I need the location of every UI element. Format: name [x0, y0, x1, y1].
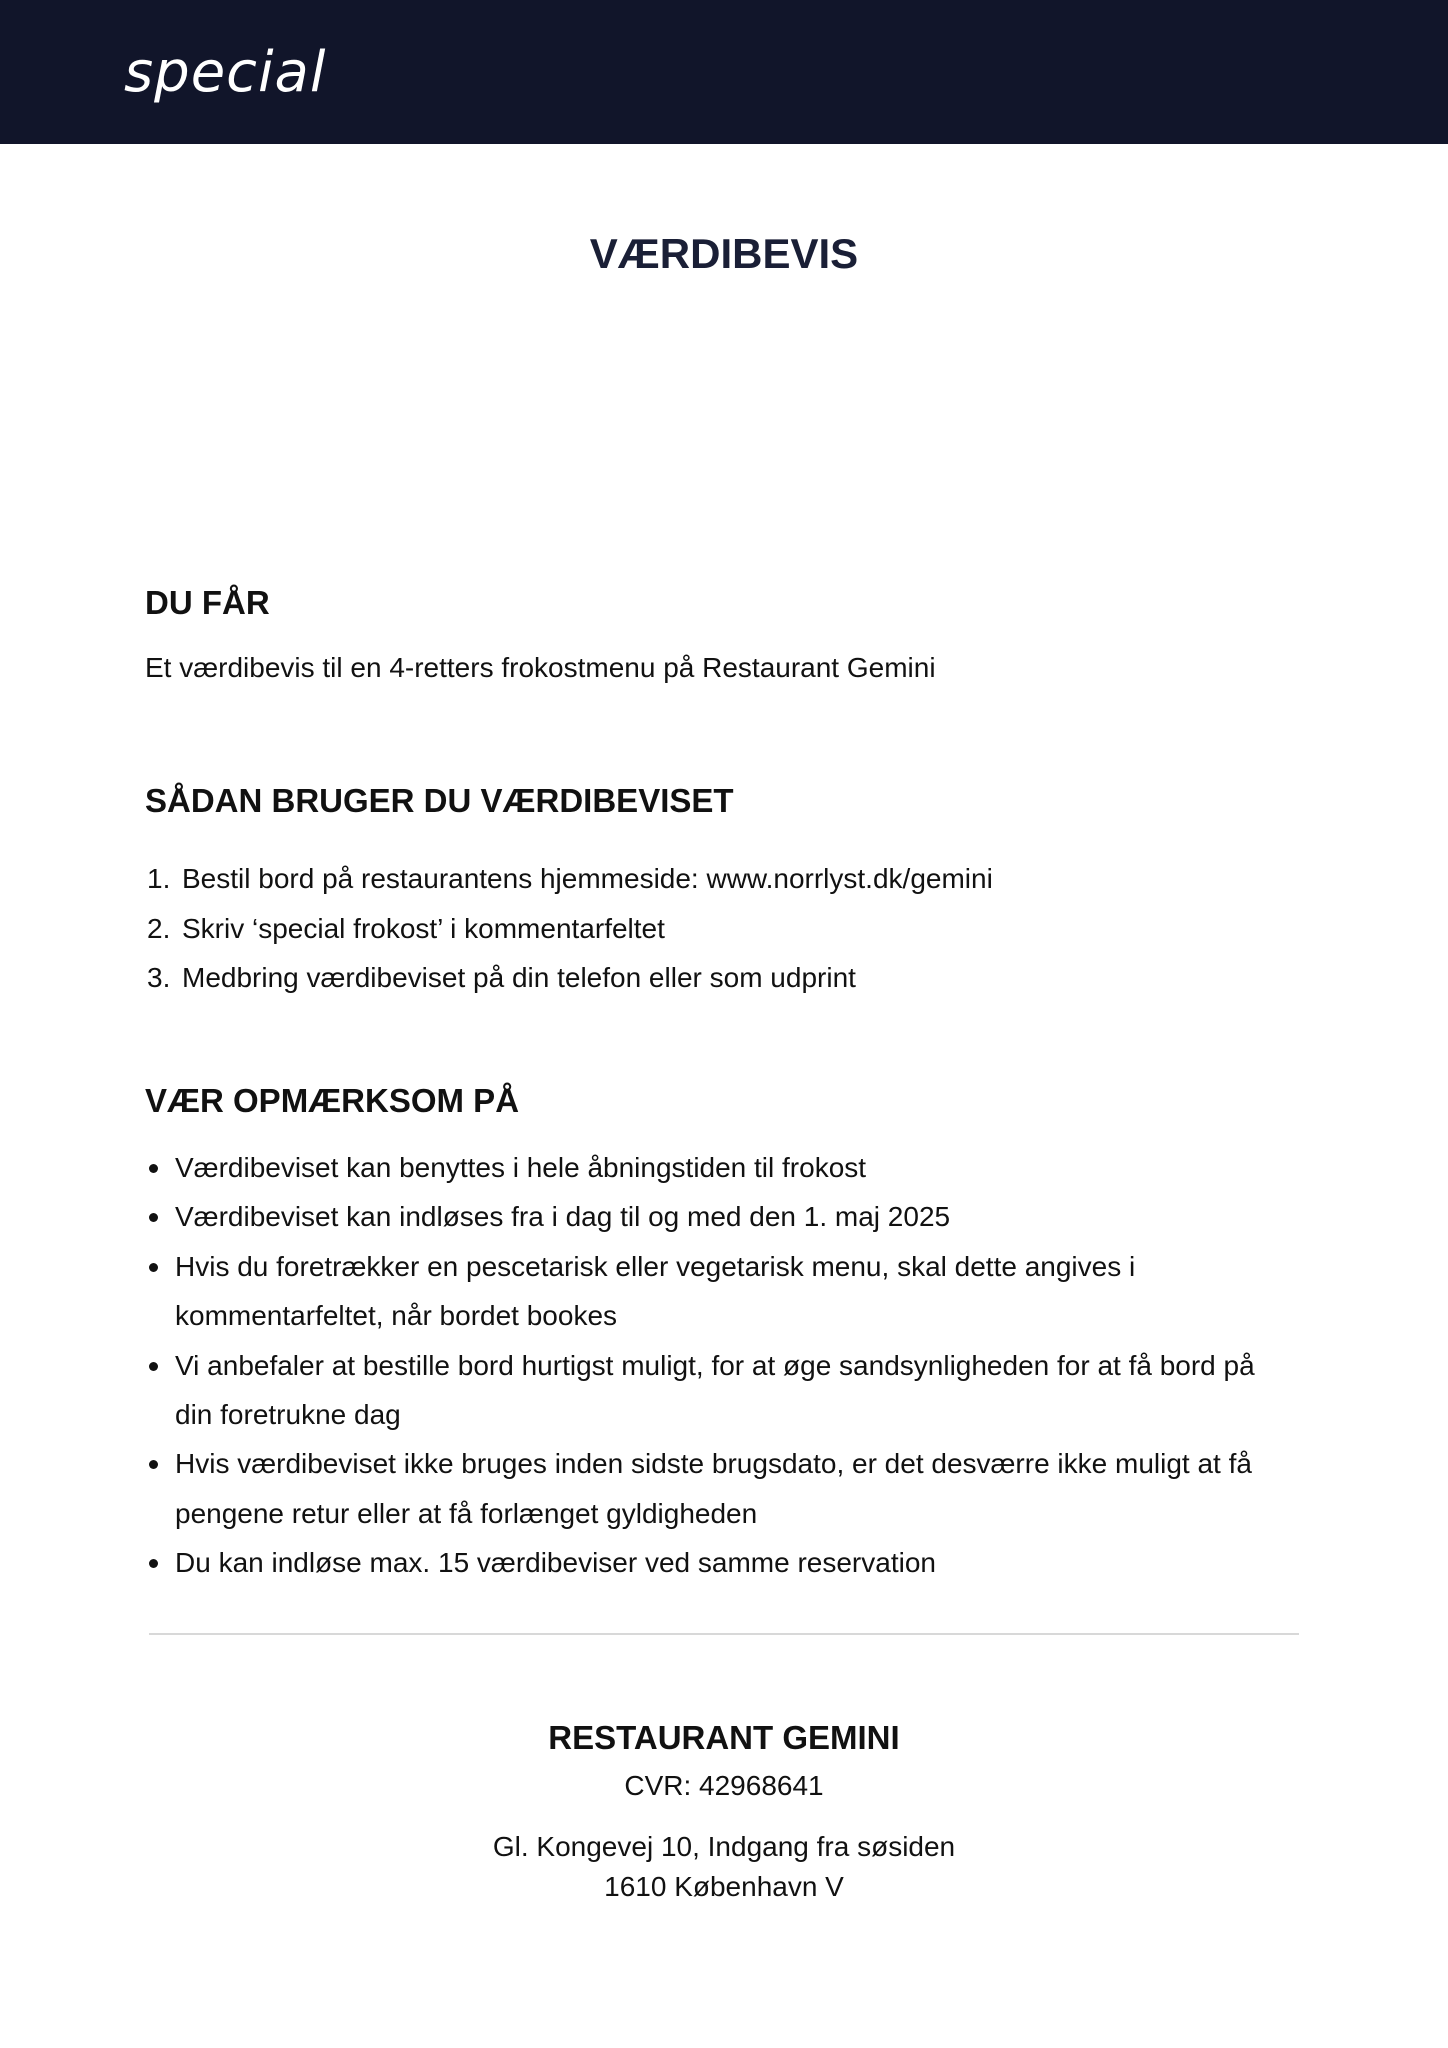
brand-logo-text: special: [124, 40, 327, 105]
step-number: 2.: [147, 912, 171, 944]
step-item: [145, 904, 1295, 954]
footer-divider: [149, 1633, 1299, 1635]
step-number: 1.: [147, 863, 171, 894]
step-text: Bestil bord på restaurantens hjemmeside: www.norrlyst.dk/gemini: [182, 863, 993, 894]
note-text: Værdibeviset kan indløses fra i dag til og med den 1. maj 2025: [175, 1201, 951, 1233]
note-text: Vi anbefaler at bestille bord hurtigst muligt, for at øge sandsynligheden for at få bord på din foretrukne dag: [175, 1349, 1255, 1431]
note-item: [145, 1242, 1265, 1341]
footer-address-line2: 1610 København V: [604, 1871, 844, 1902]
note-text: Hvis værdibeviset ikke bruges inden sidste brugsdato, er det desværre ikke muligt at få pengene retur eller at få forlænget gyldigheden: [175, 1448, 1252, 1529]
page-title: VÆRDIBEVIS: [589, 230, 859, 277]
step-number: 3.: [147, 962, 171, 993]
step-item: [145, 854, 1295, 904]
top-banner: [0, 0, 1448, 144]
note-item: [145, 1192, 1265, 1241]
note-item: [145, 1439, 1265, 1538]
note-text: Hvis du foretrækker en pescetarisk eller vegetarisk menu, skal dette angives i kommentarfeltet, når bordet bookes: [175, 1250, 1136, 1332]
footer-address-line1: Gl. Kongevej 10, Indgang fra søsiden: [492, 1831, 956, 1862]
section-heading-how-to-use: SÅDAN BRUGER DU VÆRDIBEVISET: [145, 782, 734, 819]
bullet-icon: [149, 1362, 158, 1371]
note-text: Du kan indløse max. 15 værdibeviser ved samme reservation: [175, 1547, 936, 1579]
section-heading-you-get: DU FÅR: [145, 584, 270, 621]
note-item: [145, 1341, 1265, 1440]
steps-list: [145, 854, 1295, 1003]
note-item: [145, 1538, 1265, 1587]
you-get-text: Et værdibevis til en 4-retters frokostmenu på Restaurant Gemini: [145, 652, 936, 683]
note-text: Værdibeviset kan benyttes i hele åbningstiden til frokost: [175, 1152, 867, 1183]
bullet-icon: [149, 1263, 158, 1272]
bullet-icon: [149, 1559, 158, 1568]
bullet-icon: [149, 1164, 158, 1173]
step-text: Medbring værdibeviset på din telefon eller som udprint: [182, 962, 856, 993]
step-text: Skriv ‘special frokost’ i kommentarfeltet: [182, 912, 665, 944]
footer-cvr: CVR: 42968641: [624, 1770, 824, 1801]
bullet-icon: [149, 1460, 158, 1469]
notes-list: [145, 1143, 1265, 1588]
bullet-icon: [149, 1213, 158, 1222]
section-heading-notes: VÆR OPMÆRKSOM PÅ: [145, 1082, 520, 1119]
footer-restaurant-name: RESTAURANT GEMINI: [548, 1719, 900, 1756]
note-item: [145, 1143, 1265, 1192]
step-item: [145, 953, 1295, 1003]
